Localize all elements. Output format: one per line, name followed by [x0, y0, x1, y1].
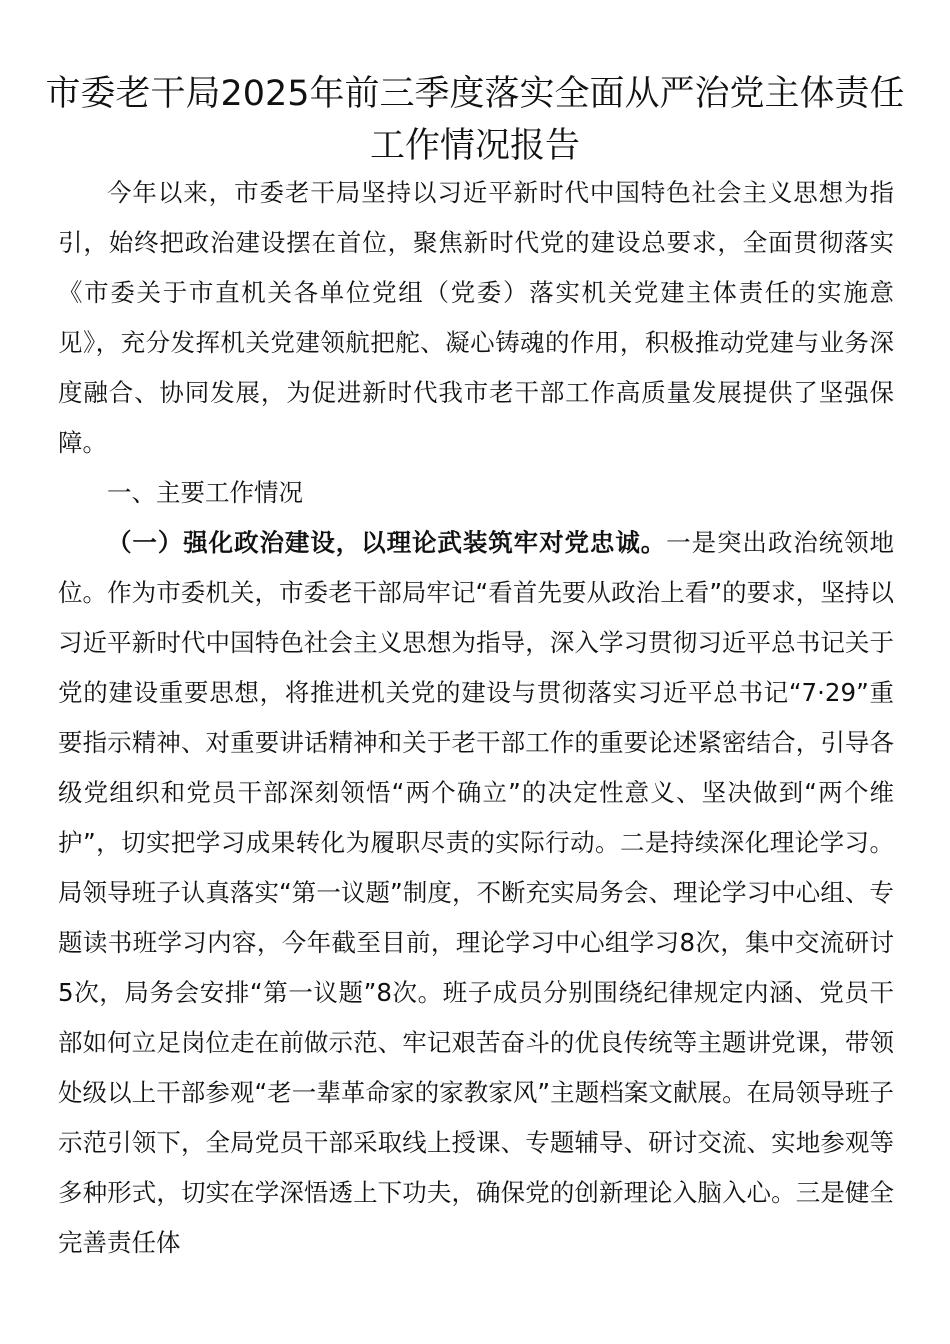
intro-paragraph: 今年以来，市委老干局坚持以习近平新时代中国特色社会主义思想为指引，始终把政治建设摆在首位，聚焦新时代党的建设总要求，全面贯彻落实《市委关于市直机关各单位党组（党委）落实机关党建主体责任的实施意见》，充分发挥机关党建领航把舵、凝心铸魂的作用，积极推动党建与业务深度融合、协同发展，为促进新时代我市老干部工作高质量发展提供了坚强保障。: [58, 178, 894, 457]
section-heading: 一、主要工作情况: [107, 478, 303, 507]
subsection-paragraph: [58, 518, 894, 1268]
subsection-heading: （一）强化政治建设，以理论武装筑牢对党忠诚。: [107, 528, 667, 557]
document-body: [58, 168, 894, 1268]
subsection-body: 一是突出政治统领地位。作为市委机关，市委老干部局牢记“看首先要从政治上看”的要求，坚持以习近平新时代中国特色社会主义思想为指导，深入学习贯彻习近平总书记关于党的建设重要思想，将推进机关党的建设与贯彻落实习近平总书记“7·29”重要指示精神、对重要讲话精神和关于老干部工作的重要论述紧密结合，引导各级党组织和党员干部深刻领悟“两个确立”的决定性意义、坚决做到“两个维护”，切实把学习成果转化为履职尽责的实际行动。二是持续深化理论学习。局领导班子认真落实“第一议题”制度，不断充实局务会、理论学习中心组、专题读书班学习内容，今年截至目前，理论学习中心组学习8次，集中交流研讨5次，局务会安排“第一议题”8次。班子成员分别围绕纪律规定内涵、党员干部如何立足岗位走在前做示范、牢记艰苦奋斗的优良传统等主题讲党课，带领处级以上干部参观“老一辈革命家的家教家风”主题档案文献展。在局领导班子示范引领下，全局党员干部采取线上授课、专题辅导、研讨交流、实地参观等多种形式，切实在学深悟透上下功夫，确保党的创新理论入脑入心。三是健全完善责任体: [58, 528, 895, 1257]
document-title: 市委老干局2025年前三季度落实全面从严治党主体责任工作情况报告: [45, 74, 905, 166]
